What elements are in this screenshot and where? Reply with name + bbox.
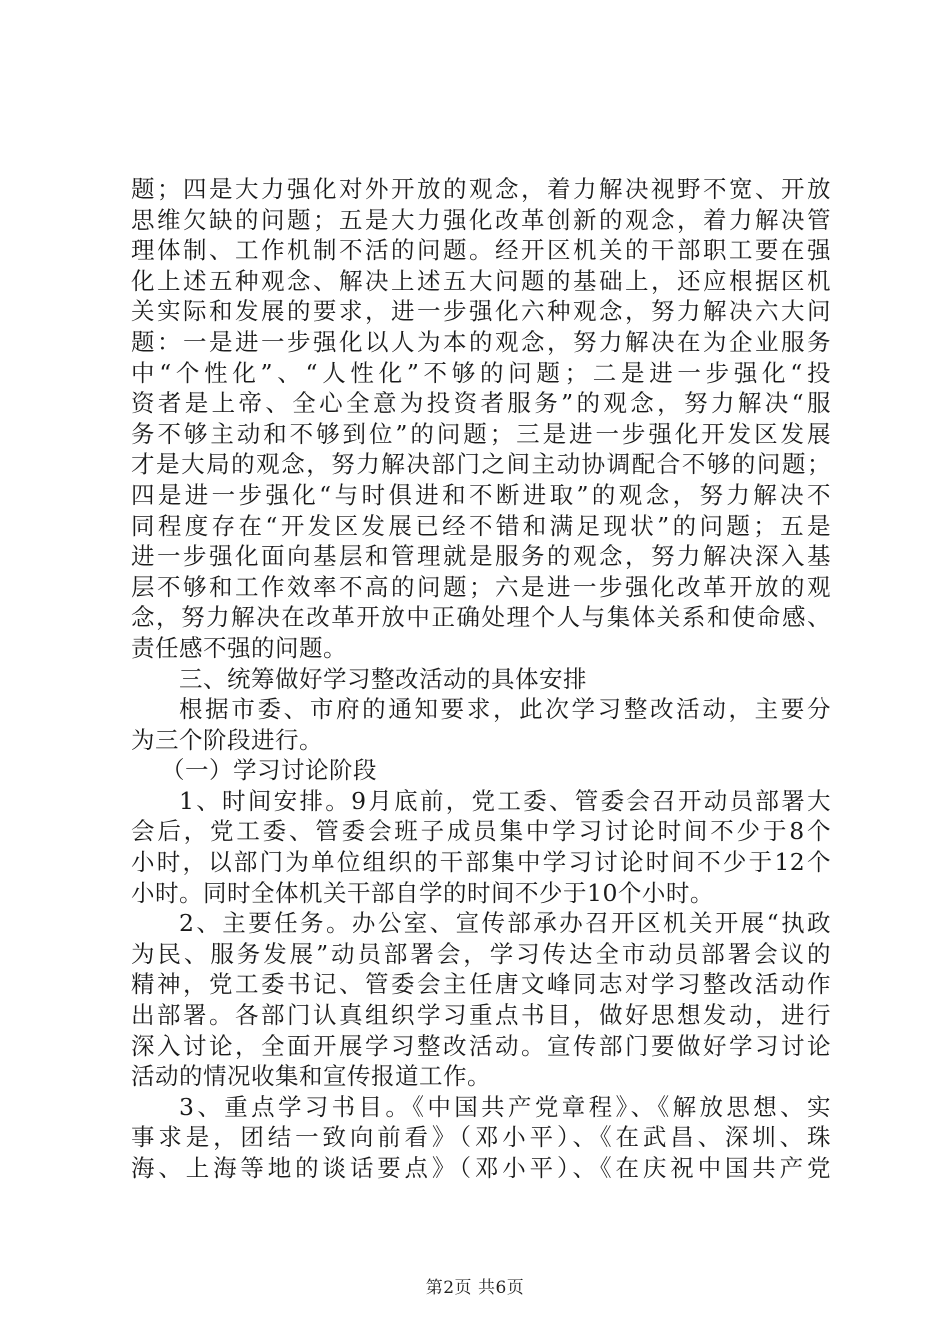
text-line: 中“个性化”、“人性化”不够的问题；二是进一步强化“投	[131, 358, 831, 387]
text-line: 务不够主动和不够到位”的问题；三是进一步强化开发区发展	[131, 419, 831, 448]
text-line: 进一步强化面向基层和管理就是服务的观念，努力解决深入基	[131, 542, 831, 571]
text-line: 思维欠缺的问题；五是大力强化改革创新的观念，着力解决管	[131, 205, 831, 234]
text-line: 小时，以部门为单位组织的干部集中学习讨论时间不少于12个	[131, 848, 831, 877]
text-line: 活动的情况收集和宣传报道工作。	[131, 1062, 491, 1091]
text-line: 理体制、工作机制不活的问题。经开区机关的干部职工要在强	[131, 236, 831, 265]
text-line: 为三个阶段进行。	[131, 725, 323, 754]
text-line: 化上述五种观念、解决上述五大问题的基础上，还应根据区机	[131, 266, 831, 295]
text-line: 事求是，团结一致向前看》（邓小平）、《在武昌、深圳、珠	[131, 1123, 831, 1152]
text-line: 为民、服务发展”动员部署会，学习传达全市动员部署会议的	[131, 939, 831, 968]
document-body	[131, 174, 831, 1184]
text-line: 念，努力解决在改革开放中正确处理个人与集体关系和使命感、	[131, 603, 831, 632]
text-line: 责任感不强的问题。	[131, 633, 347, 662]
text-line: 题：一是进一步强化以人为本的观念，努力解决在为企业服务	[131, 327, 831, 356]
text-line: 四是进一步强化“与时俱进和不断进取”的观念，努力解决不	[131, 480, 831, 509]
text-line: 3、重点学习书目。《中国共产党章程》、《解放思想、实	[179, 1092, 831, 1121]
text-line: （一）学习讨论阶段	[161, 756, 377, 785]
text-line: 海、上海等地的谈话要点》（邓小平）、《在庆祝中国共产党	[131, 1154, 831, 1182]
text-line: 三、统筹做好学习整改活动的具体安排	[179, 664, 587, 693]
text-line: 同程度存在“开发区发展已经不错和满足现状”的问题；五是	[131, 511, 831, 540]
text-line: 层不够和工作效率不高的问题；六是进一步强化改革开放的观	[131, 572, 831, 601]
text-line: 1、时间安排。9月底前，党工委、管委会召开动员部署大	[179, 786, 831, 815]
text-line: 根据市委、市府的通知要求，此次学习整改活动，主要分	[179, 695, 831, 724]
text-line: 才是大局的观念，努力解决部门之间主动协调配合不够的问题；	[131, 450, 831, 479]
page-footer: 第2页 共6页	[425, 1278, 525, 1298]
text-line: 资者是上帝、全心全意为投资者服务”的观念，努力解决“服	[131, 389, 831, 418]
text-line: 会后，党工委、管委会班子成员集中学习讨论时间不少于8个	[131, 817, 831, 846]
text-line: 关实际和发展的要求，进一步强化六种观念，努力解决六大问	[131, 297, 831, 326]
text-line: 题；四是大力强化对外开放的观念，着力解决视野不宽、开放	[131, 175, 831, 203]
text-line: 深入讨论，全面开展学习整改活动。宣传部门要做好学习讨论	[131, 1031, 831, 1060]
text-line: 出部署。各部门认真组织学习重点书目，做好思想发动，进行	[131, 1001, 831, 1030]
text-line: 2、主要任务。办公室、宣传部承办召开区机关开展“执政	[179, 909, 831, 938]
text-line: 精神，党工委书记、管委会主任唐文峰同志对学习整改活动作	[131, 970, 831, 999]
text-line: 小时。同时全体机关干部自学的时间不少于10个小时。	[131, 878, 714, 907]
